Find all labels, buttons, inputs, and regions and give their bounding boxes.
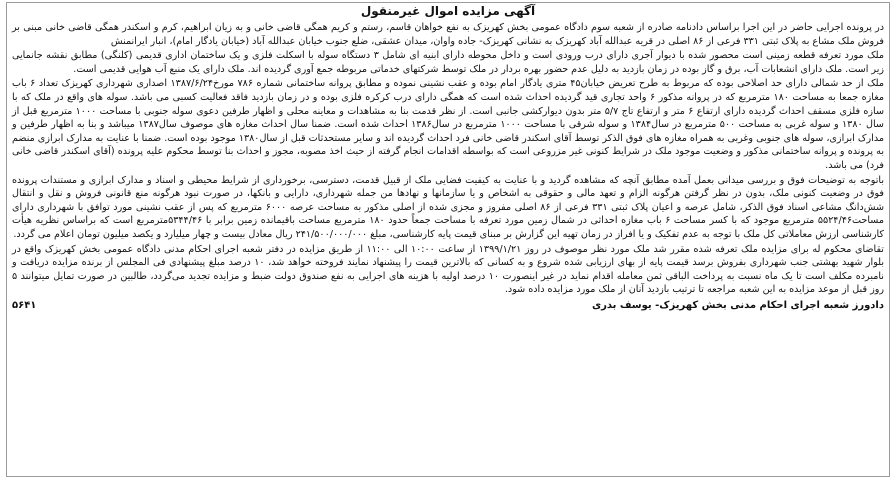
notice-document xyxy=(12,4,884,297)
paragraph-property-description: ملک مورد تعرفه قطعه زمینی است محصور شده با دیوار آجری دارای درب ورودی است و داخل محوطه دارای ابنیه ای شامل ۳ دستگاه سوله با اسکلت فلزی و یک ساختمان اداری قدیمی (کلنگی) مطابق نقشه جانمایی زیر است. ملک دارای انشعابات آب، برق و گاز بوده در زمان بازدید به دلیل عدم حضور بهره بردار در ملک توسط شرکتهای خدماتی مربوطه جمع آوری گردیده اند. ملک دارای یک منبع آب هوایی قدیمی است. xyxy=(12,50,884,75)
paragraph-auction-terms: تقاضای محکوم له برای مزایده ملک تعرفه شده مقرر شد ملک مورد نظر موصوف در روز ۱۳۹۹/۱/۲۱ از ساعت ۱۰:۰۰ الی ۱۱:۰۰ از طریق مزایده در دفتر شعبه اجرای احکام مدنی دادگاه عمومی بخش کهریزک واقع در بلوار شهید بهشتی جنب شهرداری بفروش برسد قیمت پایه از بهای ارزیابی شده شروع و به کسانی که بالاترین قیمت را پیشنهاد نمایند فروخته خواهد شد، ۱۰ درصد مبلغ پیشنهادی فی المجلس از برنده مزایده دریافت و نامبرده مکلف است تا یک ماه نسبت به پرداخت الباقی ثمن معامله اقدام نماید در غیر اینصورت ۱۰ درصد اولیه با هزینه های اجرایی به نفع صندوق دولت ضبط و مزایده تجدید می‌گردد، طالبین در صورت تمایل میتوانند ۵ روز قبل از موعد مزایده به این شعبه مراجعه تا ترتیب بازدید آنان از ملک مورد مزایده داده شود. xyxy=(12,243,885,296)
paragraph-case-summary: در پرونده اجرایی حاضر در این اجرا براساس دادنامه صادره از شعبه سوم دادگاه عمومی بخش کهریزک به نفع خواهان قاسم، رستم و کریم همگی قاضی خانی و به زیان ابراهیم، کرم و اسکندر همگی قاضی خانی مبنی بر فروش ملک مشاع به پلاک ثبتی ۳۳۱ فرعی از ۸۶ اصلی در قریه عبدالله آباد کهریزک به نشانی کهریزک- جاده واوان، میدان عشقی، ضلع جنوب خیابان عبدالله آباد (خیابان یادگار امام)، انبار ایرانمنش xyxy=(12,22,884,47)
notice-footer xyxy=(12,299,884,312)
notice-title: آگهی مزایده اموال غیرمنقول xyxy=(360,4,536,18)
paragraph-valuation: باتوجه به توضیحات فوق و بررسی میدانی بعمل آمده مطابق آنچه که مشاهده گردید و با عنایت به کیفیت فضایی ملک از قبیل قدمت، دسترسی، برخورداری از شرایط محیطی و اسناد و مدارک ابرازی و مستندات پرونده فوق در وضعیت کنونی ملک، بدون در نظر گرفتن هرگونه الزام و تعهد مالی و حقوقی به اشخاص و یا سازمانها و نهادها من جمله شهرداری، دارایی و بانکها، در صورت نبود هرگونه منع قانونی فروش و نقل و انتقال شش‌دانگ مشاعی اسناد فوق الذکر، شامل عرصه و اعیان پلاک ثبتی ۳۳۱ فرعی از ۸۶ اصلی مفروز و مجزی شده از اصلی مذکور به مساحت عرصه ۶۰۰۰ مترمربع که پس از عقب نشینی مورد توافق با شهرداری دارای مساحت۵۵۲۴/۴۶ مترمربع موجود که با کسر مساحت ۶ باب مغازه احداثی در شمال زمین مورد تعرفه با مساحت جمعاً حدود ۱۸۰ مترمربع مساحت باقیمانده زمین برابر با ۵۳۴۴/۴۶مترمربع است که براساس نظریه هیأت کارشناسی ارزش معاملاتی کل ملک با توجه به عدم تفکیک و یا افراز در زمان تهیه این گزارش بر مبنای قیمت پایه کارشناسی، مبلغ ۲۴۱/۵۰۰/۰۰۰/۰۰۰ ریال معادل بیست و چهار میلیارد و یکصد میلیون تومان اعلام می گردد. xyxy=(12,174,884,240)
paragraph-building-details: ملک از حد شمالی دارای حد اصلاحی بوده که مربوط به طرح تعریض خیابان۴۵ متری یادگار امام بوده و عقب نشینی نموده و مطابق پروانه ساختمانی شماره ۷۸۶ مورخ۱۳۸۷/۶/۲۴ اصداری شهرداری کهریزک تعداد ۶ باب مغازه جمعا به مساحت ۱۸۰ مترمربع که در پروانه مذکور ۶ واحد تجاری قید گردیده احداث شده است که همگی دارای درب کرکره فلزی بوده و در زمان بازدید فاقد فعالیت کسبی می باشد. سوله های واقع در ملک که با سازه فلزی مسقف احداث گردیده دارای ارتفاع ۶ متر و ارتفاع تاج ۵/۷ متر بدون دیوارکشی جانبی است. از نظر قدمت بنا به مشاهدات و معاینه محلی و اظهار طرفین دعوی سوله جنوبی با مساحت ۱۰۰۰ مترمربع قبل از سال ۱۳۸۰ و سوله غربی به مساحت ۵۰۰ مترمربع در سال۱۳۸۴ و سوله شرقی با مساحت ۱۰۰۰ مترمربع در سال۱۳۸۶ احداث شده است. ضمنا سال احداث مغازه های موصوف سال۱۳۸۷ میباشد و بنا به اظهار طرفین و مدارک ابرازی، سوله های جنوبی وغربی به همراه مغازه های فوق الذکر توسط آقای اسکندر قاضی خانی فرد احداث گردیده اند و سایر مستحدثات قبل از سال۱۳۸۰ موجود بوده است. ضمنا با عنایت به مدارک ابرازی منضم به پرونده و پروانه ساختمانی مذکور و وضعیت موجود ملک در شرایط کنونی غیر مزروعی است که بواسطه اقدامات انجام گرفته از حیث اخذ مصوبه، مجوز و احداث بنا توسط محکوم علیه پرونده (آقای اسکندر قاضی خانی فرد) می باشد. xyxy=(12,78,885,171)
signature-line: دادورز شعبه اجرای احکام مدنی بخش کهریزک- یوسف بدری xyxy=(591,299,884,311)
reference-number: ۵۶۴۱ xyxy=(12,299,37,311)
